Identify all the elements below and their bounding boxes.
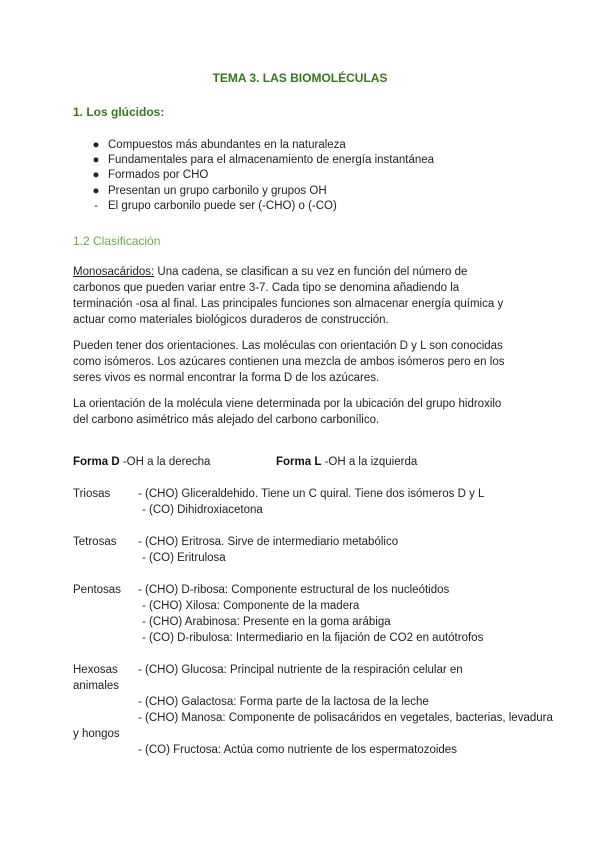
type-label-hexosas: Hexosas <box>73 664 118 676</box>
type-line: - (CO) Eritrulosa <box>142 552 226 564</box>
section-heading-clasificacion: 1.2 Clasificación <box>73 234 161 248</box>
type-line: - (CHO) Manosa: Componente de polisacáridos en vegetales, bacterias, levadura <box>138 712 553 724</box>
paragraph-line: actuar como materiales biológicos duraderos de construcción. <box>73 314 389 326</box>
type-line: - (CHO) Arabinosa: Presente en la goma arábiga <box>142 616 391 628</box>
list-item: Fundamentales para el almacenamiento de energía instantánea <box>108 154 435 166</box>
list-item: El grupo carbonilo puede ser (-CHO) o (-CO) <box>108 200 337 212</box>
list-item: Presentan un grupo carbonilo y grupos OH <box>108 185 327 197</box>
forma-d <box>73 454 210 470</box>
type-label-triosas: Triosas <box>73 488 111 500</box>
type-line: - (CO) D-ribulosa: Intermediario en la fijación de CO2 en autótrofos <box>142 632 484 644</box>
type-line: - (CHO) Glucosa: Principal nutriente de la respiración celular en <box>138 664 463 676</box>
list-item: Formados por CHO <box>108 169 209 181</box>
document-title: TEMA 3. LAS BIOMOLÉCULAS <box>212 71 388 85</box>
paragraph-line <box>73 264 467 280</box>
type-line: - (CHO) Eritrosa. Sirve de intermediario metabólico <box>138 536 399 548</box>
type-label-tetrosas: Tetrosas <box>73 536 117 548</box>
paragraph-text: Una cadena, se clasifican a su vez en función del número de <box>154 266 468 278</box>
type-line: - (CO) Fructosa: Actúa como nutriente de los espermatozoides <box>138 744 457 756</box>
paragraph-line: terminación -osa al final. Las principales funciones son almacenar energía química y <box>73 298 504 310</box>
list-item: Compuestos más abundantes en la naturaleza <box>108 139 346 151</box>
forma-d-label: Forma D <box>73 456 120 468</box>
paragraph-line: La orientación de la molécula viene determinada por la ubicación del grupo hidroxilo <box>73 398 502 410</box>
type-line-wrap: y hongos <box>73 728 120 740</box>
bullet-marker: ● <box>92 185 100 197</box>
forma-l <box>276 454 417 470</box>
forma-d-text: -OH a la derecha <box>119 456 211 468</box>
paragraph-line: del carbono asimétrico más alejado del carbono carbonílico. <box>73 414 380 426</box>
type-line: - (CHO) D-ribosa: Componente estructural de los nucleótidos <box>138 584 450 596</box>
bullet-marker: ● <box>92 169 100 181</box>
paragraph-line: carbonos que pueden variar entre 3-7. Cada tipo se denomina añadiendo la <box>73 282 460 294</box>
type-line: - (CO) Dihidroxiacetona <box>142 504 263 516</box>
type-line: - (CHO) Galactosa: Forma parte de la lactosa de la leche <box>138 696 429 708</box>
forma-l-label: Forma L <box>276 456 322 468</box>
paragraph-line: Pueden tener dos orientaciones. Las moléculas con orientación D y L son conocidas <box>73 340 503 352</box>
paragraph-line: seres vivos es normal encontrar la forma D de los azúcares. <box>73 372 380 384</box>
type-label-pentosas: Pentosas <box>73 584 121 596</box>
bullet-marker: ● <box>92 154 100 166</box>
type-line: - (CHO) Gliceraldehido. Tiene un C quiral. Tiene dos isómeros D y L <box>138 488 485 500</box>
type-line-wrap: animales <box>73 680 120 692</box>
dash-marker: - <box>94 200 98 212</box>
paragraph-line: como isómeros. Los azúcares contienen una mezcla de ambos isómeros pero en los <box>73 356 505 368</box>
section-heading-glucidos: 1. Los glúcidos: <box>73 105 165 119</box>
type-line: - (CHO) Xilosa: Componente de la madera <box>142 600 360 612</box>
forma-l-text: -OH a la izquierda <box>321 456 418 468</box>
bullet-marker: ● <box>92 139 100 151</box>
monosacaridos-label: Monosacáridos: <box>73 266 155 278</box>
